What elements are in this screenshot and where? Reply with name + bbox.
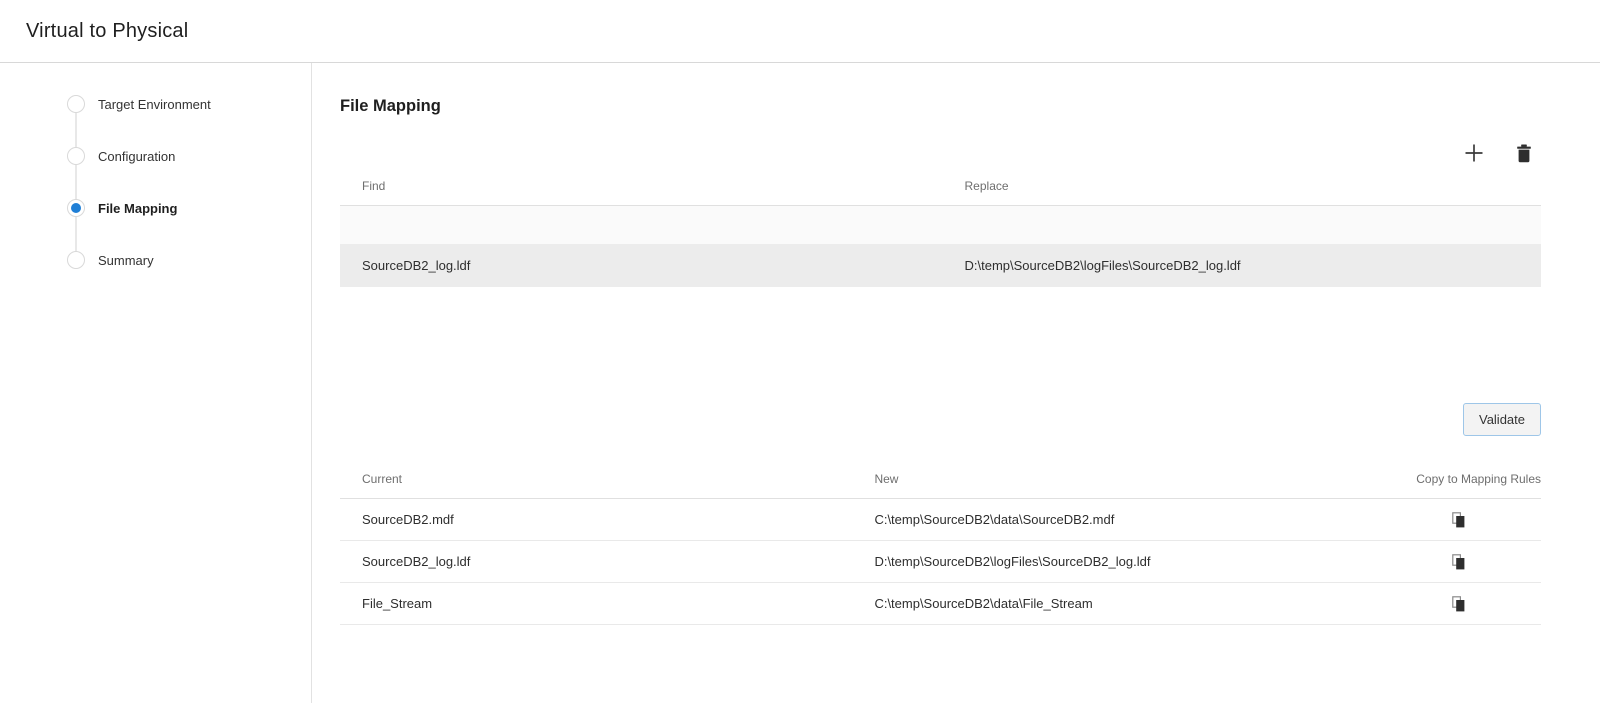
column-header-find: Find [362, 178, 386, 193]
plus-icon [1463, 142, 1485, 164]
column-header-current: Current [362, 471, 403, 486]
column-header-new: New [874, 471, 899, 486]
step-circle-icon [67, 95, 85, 113]
step-label: Summary [98, 252, 154, 268]
validate-row [340, 403, 1541, 436]
find-cell: SourceDB2_log.ldf [362, 258, 471, 273]
current-cell: File_Stream [362, 596, 433, 611]
copy-icon [1452, 554, 1465, 570]
step-label: File Mapping [98, 200, 178, 216]
column-header-replace: Replace [964, 178, 1009, 193]
page-title: Virtual to Physical [26, 19, 189, 42]
step-label: Target Environment [98, 96, 211, 112]
current-cell: SourceDB2.mdf [362, 512, 454, 527]
result-row [340, 541, 1541, 583]
step-target-environment[interactable] [0, 78, 311, 130]
step-summary[interactable] [0, 234, 311, 286]
new-cell: D:\temp\SourceDB2\logFiles\SourceDB2_log.ldf [874, 554, 1151, 569]
section-heading: File Mapping [340, 97, 441, 115]
step-circle-icon [67, 251, 85, 269]
body [0, 63, 1600, 710]
validate-button[interactable]: Validate [1463, 403, 1541, 436]
step-circle-icon [67, 147, 85, 165]
copy-to-mapping-rules-button[interactable] [1450, 510, 1467, 530]
step-label: Configuration [98, 148, 176, 164]
current-cell: SourceDB2_log.ldf [362, 554, 471, 569]
result-row [340, 583, 1541, 625]
trash-icon [1516, 144, 1532, 163]
mapping-rule-row-empty[interactable] [340, 206, 1541, 244]
stepper [0, 63, 311, 286]
new-cell: C:\temp\SourceDB2\data\File_Stream [874, 596, 1093, 611]
mapping-rules-table [340, 166, 1541, 287]
column-header-copy-to-mapping-rules: Copy to Mapping Rules [1416, 471, 1541, 486]
mapping-rule-row[interactable] [340, 244, 1541, 287]
copy-to-mapping-rules-button[interactable] [1450, 594, 1467, 614]
copy-icon [1452, 512, 1465, 528]
step-file-mapping[interactable] [0, 182, 311, 234]
delete-rule-button[interactable] [1514, 142, 1534, 165]
copy-icon [1452, 596, 1465, 612]
results-table-header [340, 459, 1541, 499]
main-panel [312, 63, 1600, 710]
copy-to-mapping-rules-button[interactable] [1450, 552, 1467, 572]
new-cell: C:\temp\SourceDB2\data\SourceDB2.mdf [874, 512, 1115, 527]
results-table [340, 459, 1541, 625]
replace-cell: D:\temp\SourceDB2\logFiles\SourceDB2_log.ldf [964, 258, 1241, 273]
mapping-rules-table-header [340, 166, 1541, 206]
step-configuration[interactable] [0, 130, 311, 182]
wizard-sidebar [0, 63, 312, 703]
app-header [0, 0, 1600, 63]
result-row [340, 499, 1541, 541]
step-circle-active-icon [67, 199, 85, 217]
mapping-rules-toolbar [340, 140, 1541, 166]
add-rule-button[interactable] [1461, 140, 1487, 166]
